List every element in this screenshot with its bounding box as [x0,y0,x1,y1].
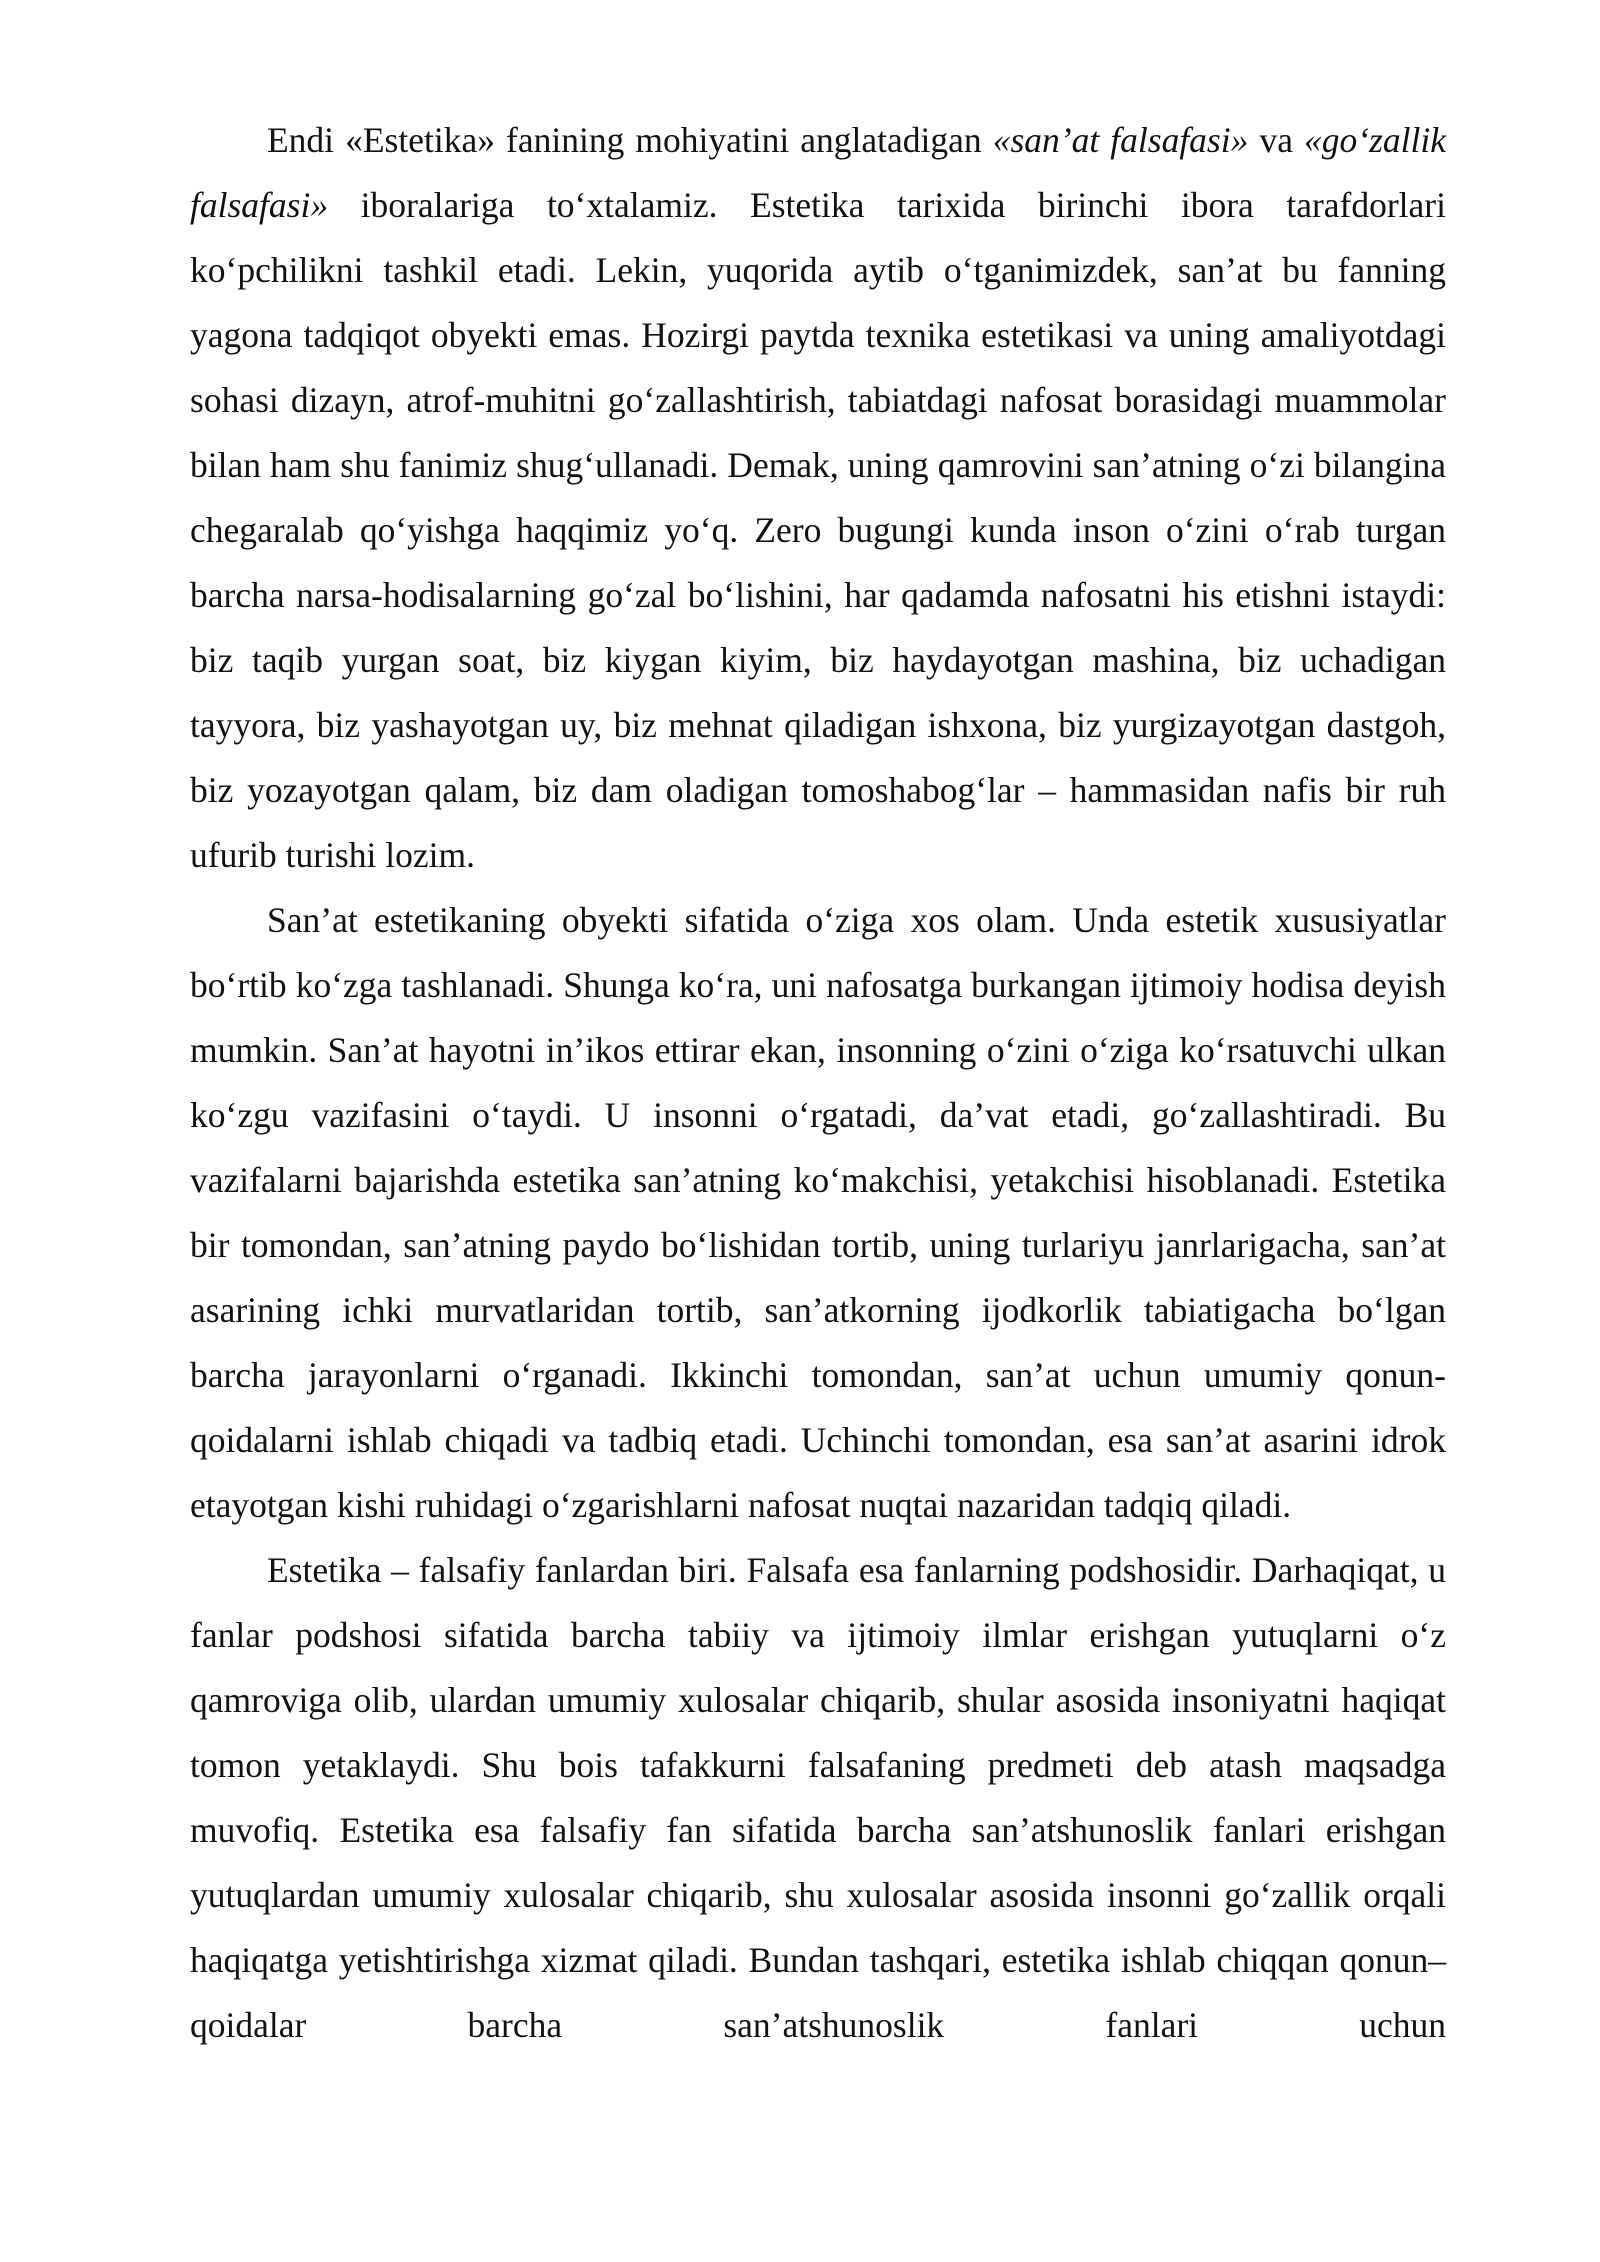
paragraph-1 [190,108,1446,888]
text-run: Endi «Estetika» fanining mohiyatini anglatadigan [267,120,993,160]
text-run: Estetika – falsafiy fanlardan biri. Falsafa esa fanlarning podshosidir. Darhaqiqat, u fanlar podshosi sifatida barcha tabiiy va ijtimoiy ilmlar erishgan yutuqlarni o‘z qamroviga olib, ulardan umumiy xulosalar chiqarib, shular asosida insoniyatni haqiqat tomon yetaklaydi. Shu bois tafakkurni falsafaning predmeti deb atash maqsadga muvofiq. Estetika esa falsafiy fan sifatida barcha san’atshunoslik fanlari erishgan yutuqlardan umumiy xulosalar chiqarib, shu xulosalar asosida insonni go‘zallik orqali haqiqatga yetishtirishga xizmat qiladi. Bundan tashqari, estetika ishlab chiqqan qonun–qoidalar barcha san’atshunoslik fanlari uchun [190,1550,1446,2045]
text-run: va [1248,120,1305,160]
body-text [190,108,1446,2058]
italic-phrase: «san’at falsafasi» [992,120,1249,160]
text-run: iboralariga to‘xtalamiz. Estetika tarixida birinchi ibora tarafdorlari ko‘pchilikni tashkil etadi. Lekin, yuqorida aytib o‘tganimizdek, san’at bu fanning yagona tadqiqot obyekti emas. Hozirgi paytda texnika estetikasi va uning amaliyotdagi sohasi dizayn, atrof-muhitni go‘zallashtirish, tabiatdagi nafosat borasidagi muammolar bilan ham shu fanimiz shug‘ullanadi. Demak, uning qamrovini san’atning o‘zi bilangina chegaralab qo‘yishga haqqimiz yo‘q. Zero bugungi kunda inson o‘zini o‘rab turgan barcha narsa-hodisalarning go‘zal bo‘lishini, har qadamda nafosatni his etishni istaydi: biz taqib yurgan soat, biz kiygan kiyim, biz haydayotgan mashina, biz uchadigan tayyora, biz yashayotgan uy, biz mehnat qiladigan ishxona, biz yurgizayotgan dastgoh, biz yozayotgan qalam, biz dam oladigan tomoshabog‘lar – hammasidan nafis bir ruh ufurib turishi lozim. [190,185,1446,875]
text-run: San’at estetikaning obyekti sifatida o‘ziga xos olam. Unda estetik xususiyatlar bo‘rtib ko‘zga tashlanadi. Shunga ko‘ra, uni nafosatga burkangan ijtimoiy hodisa deyish mumkin. San’at hayotni in’ikos ettirar ekan, insonning o‘zini o‘ziga ko‘rsatuvchi ulkan ko‘zgu vazifasini o‘taydi. U insonni o‘rgatadi, da’vat etadi, go‘zallashtiradi. Bu vazifalarni bajarishda estetika san’atning ko‘makchisi, yetakchisi hisoblanadi. Estetika bir tomondan, san’atning paydo bo‘lishidan tortib, uning turlariyu janrlarigacha, san’at asarining ichki murvatlaridan tortib, san’atkorning ijodkorlik tabiatigacha bo‘lgan barcha jarayonlarni o‘rganadi. Ikkinchi tomondan, san’at uchun umumiy qonun-qoidalarni ishlab chiqadi va tadbiq etadi. Uchinchi tomondan, esa san’at asarini idrok etayotgan kishi ruhidagi o‘zgarishlarni nafosat nuqtai nazaridan tadqiq qiladi. [190,900,1446,1525]
paragraph-2 [190,888,1446,1538]
paragraph-3 [190,1538,1446,2058]
italic-phrase: «go‘zallik falsafasi» [190,120,1446,225]
